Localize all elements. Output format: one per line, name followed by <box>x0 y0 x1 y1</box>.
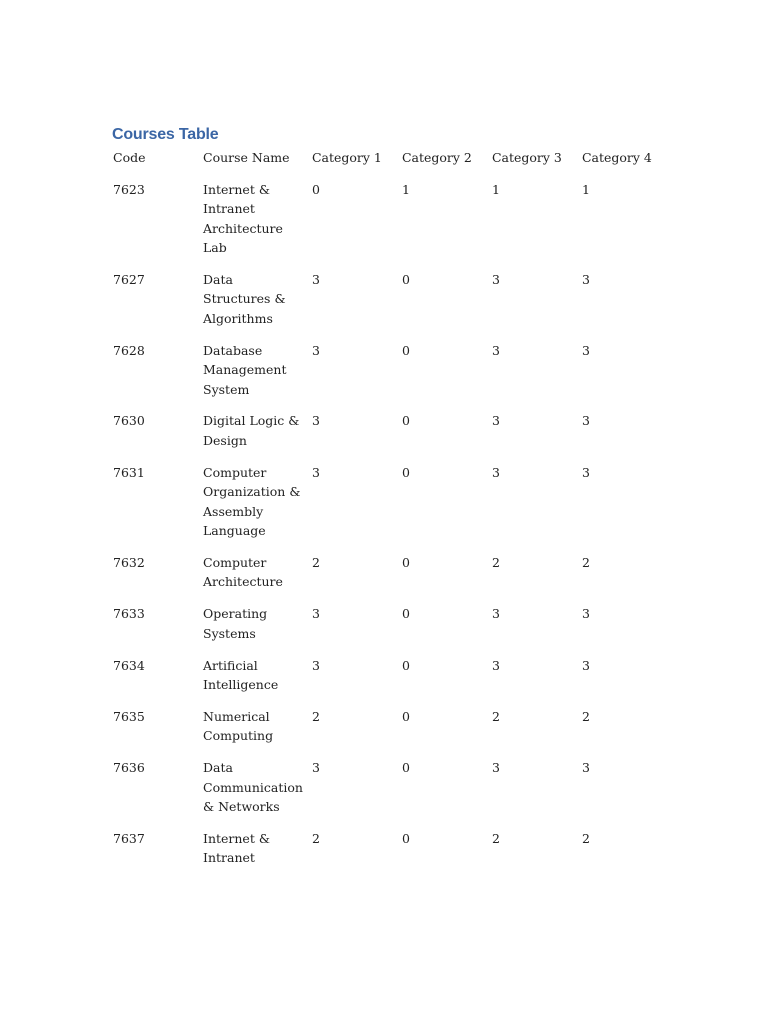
cell-category-4: 2 <box>581 554 590 570</box>
cell-category-1: 3 <box>311 657 320 673</box>
cell-category-1: 3 <box>311 464 320 480</box>
courses-table <box>108 148 667 880</box>
cell-category-3: 3 <box>491 272 500 288</box>
cell-category-2: 0 <box>401 464 410 480</box>
cell-category-4: 3 <box>581 760 590 776</box>
cell-code: 7635 <box>113 708 145 724</box>
cell-course-name: Data Structures & Algorithms <box>203 272 286 326</box>
cell-category-3: 3 <box>491 606 500 622</box>
cell-category-1: 0 <box>311 181 320 197</box>
table-row <box>108 411 667 462</box>
cell-category-1: 3 <box>311 606 320 622</box>
table-header-row <box>108 148 667 180</box>
cell-category-1: 3 <box>311 272 320 288</box>
cell-course-name: Computer Organization & Assembly Language <box>203 464 301 538</box>
cell-category-2: 0 <box>401 342 410 358</box>
cell-code: 7628 <box>113 342 145 358</box>
cell-code: 7630 <box>113 413 145 429</box>
cell-category-1: 2 <box>311 708 320 724</box>
cell-category-4: 3 <box>581 657 590 673</box>
cell-category-2: 0 <box>401 830 410 846</box>
cell-category-2: 0 <box>401 413 410 429</box>
table-row <box>108 829 667 880</box>
header-category-2: Category 2 <box>401 150 472 165</box>
cell-course-name: Database Management System <box>203 342 287 397</box>
cell-category-1: 3 <box>311 342 320 358</box>
cell-code: 7632 <box>113 554 145 570</box>
cell-category-2: 0 <box>401 657 410 673</box>
cell-category-1: 3 <box>311 413 320 429</box>
cell-category-3: 2 <box>491 708 500 724</box>
cell-course-name: Internet & Intranet <box>203 830 270 866</box>
cell-course-name: Internet & Intranet Architecture Lab <box>203 181 283 256</box>
table-row <box>108 180 667 270</box>
cell-category-4: 3 <box>581 272 590 288</box>
cell-category-1: 3 <box>311 760 320 776</box>
table-row <box>108 758 667 829</box>
table-row <box>108 341 667 412</box>
cell-code: 7634 <box>113 657 145 673</box>
cell-code: 7637 <box>113 830 145 846</box>
cell-category-4: 3 <box>581 342 590 358</box>
cell-category-3: 3 <box>491 413 500 429</box>
table-row <box>108 270 667 341</box>
cell-category-3: 2 <box>491 830 500 846</box>
cell-category-3: 1 <box>491 181 500 197</box>
cell-code: 7623 <box>113 181 145 197</box>
cell-category-4: 3 <box>581 413 590 429</box>
cell-code: 7633 <box>113 606 145 622</box>
cell-category-3: 3 <box>491 464 500 480</box>
header-code: Code <box>113 150 146 165</box>
cell-course-name: Artificial Intelligence <box>203 657 279 692</box>
cell-category-1: 2 <box>311 554 320 570</box>
header-category-3: Category 3 <box>491 150 562 165</box>
cell-category-4: 2 <box>581 708 590 724</box>
cell-course-name: Numerical Computing <box>203 708 274 744</box>
cell-category-2: 0 <box>401 272 410 288</box>
cell-category-2: 0 <box>401 760 410 776</box>
table-row <box>108 604 667 655</box>
cell-course-name: Operating Systems <box>203 606 268 641</box>
cell-category-3: 3 <box>491 342 500 358</box>
cell-course-name: Computer Architecture <box>203 554 283 590</box>
cell-category-4: 3 <box>581 606 590 622</box>
cell-code: 7636 <box>113 760 145 776</box>
header-course-name: Course Name <box>203 150 290 165</box>
cell-category-4: 3 <box>581 464 590 480</box>
cell-category-2: 1 <box>401 181 410 197</box>
header-category-1: Category 1 <box>311 150 382 165</box>
table-row <box>108 656 667 707</box>
table-row <box>108 553 667 604</box>
header-category-4: Category 4 <box>581 150 652 165</box>
cell-code: 7631 <box>113 464 145 480</box>
cell-category-2: 0 <box>401 554 410 570</box>
table-title: Courses Table <box>112 126 219 143</box>
cell-course-name: Digital Logic & Design <box>203 413 300 448</box>
cell-category-2: 0 <box>401 708 410 724</box>
table-row <box>108 707 667 758</box>
cell-course-name: Data Communication & Networks <box>203 760 303 814</box>
cell-category-1: 2 <box>311 830 320 846</box>
cell-category-2: 0 <box>401 606 410 622</box>
cell-category-3: 3 <box>491 657 500 673</box>
cell-category-4: 1 <box>581 181 590 197</box>
table-row <box>108 463 667 553</box>
cell-code: 7627 <box>113 272 145 288</box>
cell-category-3: 3 <box>491 760 500 776</box>
cell-category-3: 2 <box>491 554 500 570</box>
cell-category-4: 2 <box>581 830 590 846</box>
